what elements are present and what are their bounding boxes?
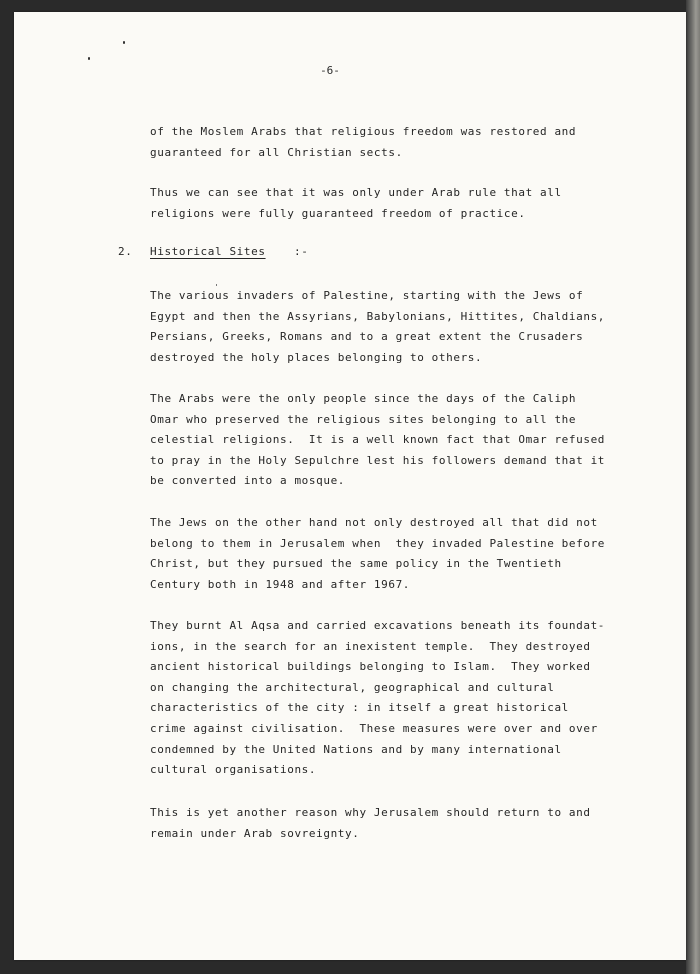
scan-edge [686, 0, 700, 974]
paragraph: The Arabs were the only people since the days of the Caliph Omar who preserved the religious sites belonging to all the celestial religions. It is a well known fact that Omar refused to pray in the Holy Sepulchre lest his followers demand that it be converted into a mosque. [150, 392, 606, 488]
paragraph: The various invaders of Palestine, starting with the Jews of Egypt and then the Assyrians, Babylonians, Hittites, Chaldians, Persians, Greeks, Romans and to a great extent the Crusaders destroyed the holy places belonging to others. [150, 289, 606, 364]
section-title: Historical Sites [150, 245, 266, 258]
section-number: 2. [118, 245, 133, 258]
paragraph: of the Moslem Arabs that religious freedom was restored and guaranteed for all Christian sects. [150, 125, 577, 159]
paragraph: The Jews on the other hand not only destroyed all that did not belong to them in Jerusalem when they invaded Palestine before Christ, but they pursued the same policy in the Twentieth Century both in 1948 and after 1967. [150, 516, 606, 591]
section-heading [118, 245, 309, 310]
paragraph: They burnt Al Aqsa and carried excavations beneath its foundat- ions, in the search for an inexistent temple. They destroyed ancient historical buildings belonging to Islam. They worked on changing the architectural, geographical and cultural characteristics of the city : in itself a great historical crime against civilisation. These measures were over and over condemned by the United Nations and by many international cultural organisations. [150, 619, 606, 777]
speck-mark [123, 41, 125, 44]
page-number: -6- [320, 64, 340, 77]
paragraph: This is yet another reason why Jerusalem should return to and remain under Arab sovreignty. [150, 806, 591, 840]
paragraph: Thus we can see that it was only under Arab rule that all religions were fully guaranteed freedom of practice. [150, 186, 562, 220]
speck-mark [88, 57, 90, 60]
section-title-suffix: :- [294, 245, 309, 258]
